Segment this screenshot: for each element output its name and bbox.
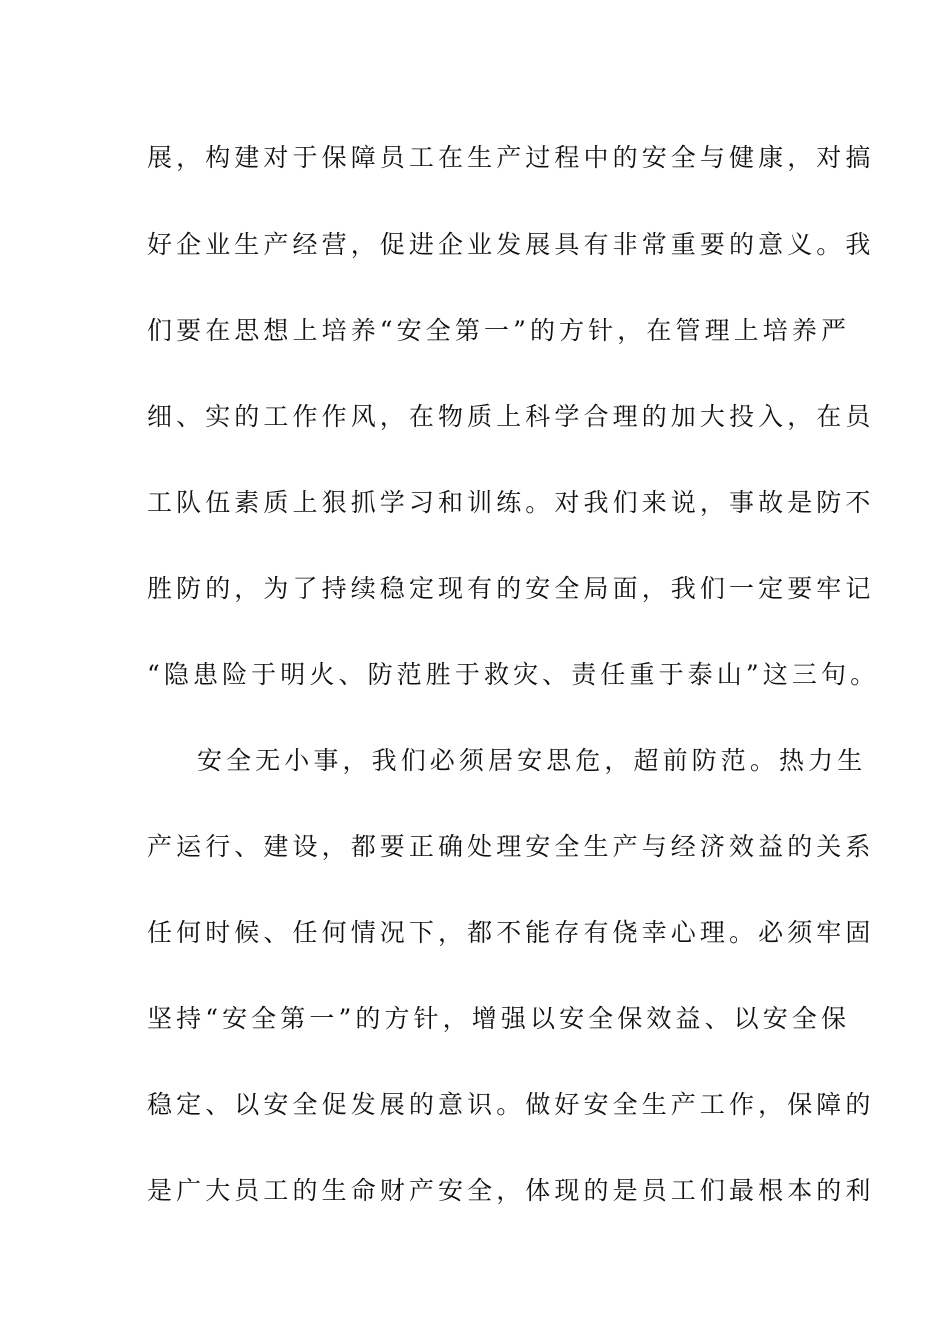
paragraph-line-2: 好企业生产经营，促进企业发展具有非常重要的意义。我 [147,230,875,259]
paragraph-line-12: 稳定、以安全促发展的意识。做好安全生产工作，保障的 [147,1090,875,1119]
paragraph-line-4: 细、实的工作作风，在物质上科学合理的加大投入，在员 [147,402,875,431]
paragraph-line-10: 任何时候、任何情况下，都不能存有侥幸心理。必须牢固 [147,918,875,947]
paragraph-line-13: 是广大员工的生命财产安全，体现的是员工们最根本的利 [147,1176,875,1205]
paragraph-line-7: “隐患险于明火、防范胜于救灾、责任重于泰山”这三句。 [147,660,880,689]
paragraph-line-6: 胜防的，为了持续稳定现有的安全局面，我们一定要牢记 [147,574,875,603]
paragraph-line-5: 工队伍素质上狠抓学习和训练。对我们来说，事故是防不 [147,488,875,517]
paragraph-line-3: 们要在思想上培养“安全第一”的方针，在管理上培养严 [147,316,851,345]
paragraph-line-11: 坚持“安全第一”的方针，增强以安全保效益、以安全保 [147,1004,851,1033]
paragraph-line-1: 展，构建对于保障员工在生产过程中的安全与健康，对搞 [147,143,875,172]
paragraph-line-9: 产运行、建设，都要正确处理安全生产与经济效益的关系 [147,832,875,861]
paragraph-line-8: 安全无小事，我们必须居安思危，超前防范。热力生 [197,746,867,775]
